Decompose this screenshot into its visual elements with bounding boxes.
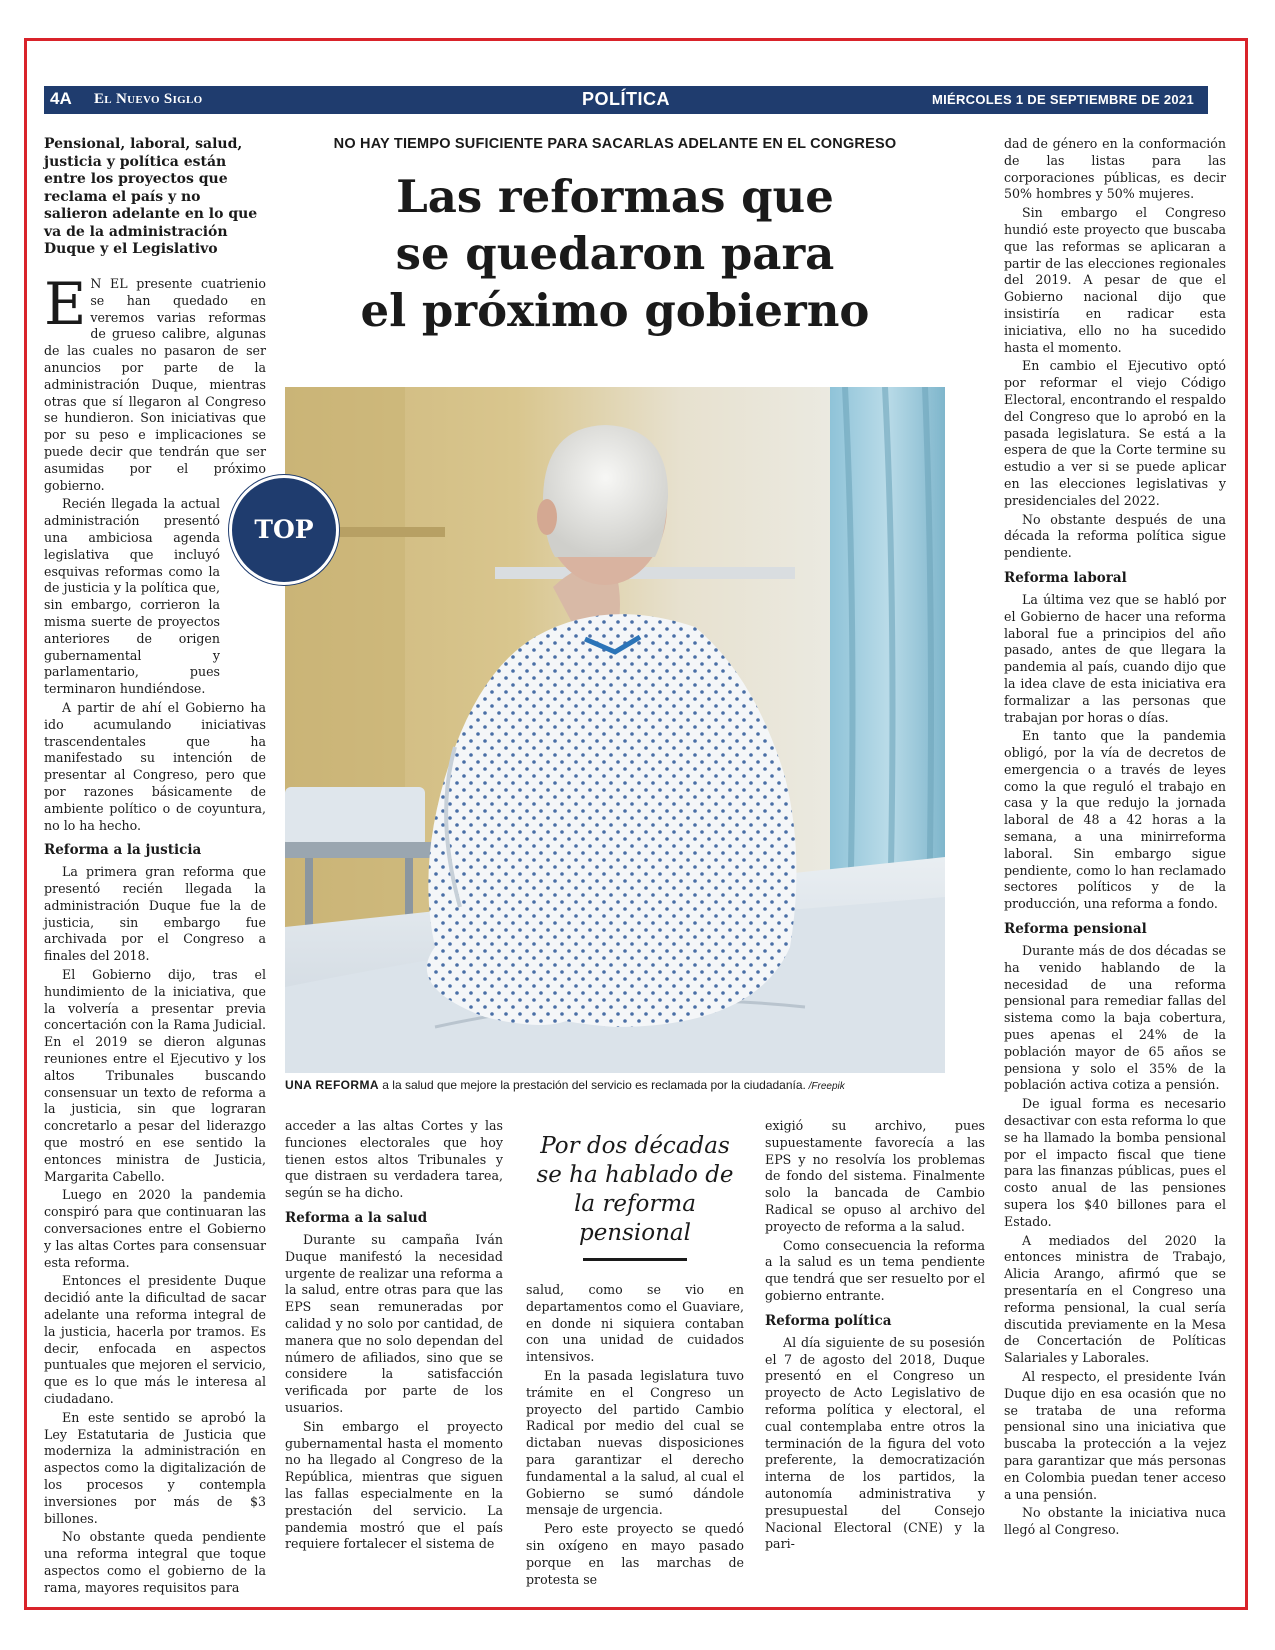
paragraph: dad de género en la conformación de las listas para las corporaciones públicas, es decir 50% hombres y 50% mujeres. (1004, 136, 1226, 202)
paragraph: De igual forma es necesario desactivar con esta reforma lo que se ha llamado la bomba pensional por el impacto fiscal que tiene para las finanzas públicas, pues el costo anual de las pensiones supera los $40 billones para el Estado. (1004, 1096, 1226, 1229)
paragraph: En cambio el Ejecutivo optó por reformar el viejo Código Electoral, encontrando el respaldo del Congreso que lo aprobó en la pasada legislatura. Se está a la espera de que la Corte termine su estudio a ver si se puede aplicar en las elecciones legislativas y presidenciales del 2022. (1004, 358, 1226, 508)
subheading: Reforma a la salud (285, 1209, 428, 1226)
paragraph: Como consecuencia la reforma a la salud es un tema pendiente que tendrá que ser resuelto por el gobierno entrante. (765, 1237, 985, 1303)
issue-date: MIÉRCOLES 1 DE SEPTIEMBRE DE 2021 (931, 92, 1194, 107)
paragraph: salud, como se vio en departamentos como el Guaviare, en donde ni siquiera contaban con una unidad de cuidados intensivos. (526, 1282, 744, 1365)
title-line: Las reformas que (396, 170, 834, 223)
pull-quote-rule (583, 1258, 687, 1261)
paragraph: Sin embargo el proyecto gubernamental hasta el momento no ha llegado al Congreso de la República, mientras que siguen las fallas especialmente en la prestación del servicio. La pandemia mostró que el país requiere fortalecer el sistema de (285, 1418, 503, 1552)
paragraph: En tanto que la pandemia obligó, por la vía de decretos de emergencia o a través de leyes como la que reguló el trabajo en casa y la que redujo la jornada laboral de 48 a 42 horas a la semana, a una minirreforma laboral. Sin embargo sigue pendiente, como lo han reclamado sectores políticos y de la producción, una reforma a fondo. (1004, 728, 1226, 912)
article-column-1 (44, 270, 266, 1599)
article-column-3 (526, 1282, 744, 1590)
paragraph: E N EL presente cuatrienio se han quedado en veremos varias reformas de grueso calibre, algunas de las cuales no pasaron de ser anuncios por parte de la administración Duque, mientras otras que sí llegaron al Congreso se hundieron. Son iniciativas que por su peso e implicaciones se puede decir que tendrán que ser asumidas por el próximo gobierno. (44, 270, 266, 493)
article-column-4 (765, 1118, 985, 1555)
title-line: se quedaron para (395, 227, 835, 280)
pull-quote: Por dos décadas se ha hablado de la reforma pensional (536, 1133, 734, 1246)
section-name: POLÍTICA (582, 89, 670, 109)
paragraph: En la pasada legislatura tuvo trámite en el Congreso un proyecto del partido Cambio Radical por medio del cual se dictaban nuevas disposiciones para garantizar el derecho fundamental a la salud, al cual el Gobierno se sumó dándole mensaje de urgencia. (526, 1367, 744, 1518)
paragraph: No obstante queda pendiente una reforma integral que toque aspectos como el gobierno de la rama, mayores requisitos para (44, 1529, 266, 1595)
paragraph: A partir de ahí el Gobierno ha ido acumulando iniciativas trascendentales que ha manifestado su intención de presentar al Congreso, pero que por razones básicamente de ambiente político o de coyuntura, no lo ha hecho. (44, 699, 266, 833)
page-header (44, 86, 1208, 114)
paragraph: acceder a las altas Cortes y las funciones electorales que hoy tienen estos altos Tribunales y que distraen su verdadera tarea, según se ha dicho. (285, 1118, 503, 1201)
paragraph: Sin embargo el Congreso hundió este proyecto que buscaba que las reformas se aplicaran a partir de las elecciones regionales del 2019. A pesar de que el Gobierno nacional dijo que insistiría en radicar esta iniciativa, ello no ha sucedido hasta el momento. (1004, 205, 1226, 355)
photo-illustration (285, 387, 945, 1073)
caption-text: a la salud que mejore la prestación del servicio es reclamada por la ciudadanía. (378, 1078, 806, 1092)
subheading: Reforma laboral (1004, 569, 1127, 586)
photo-caption (285, 1078, 945, 1092)
article-title (290, 168, 940, 339)
article-photo (285, 387, 945, 1073)
newspaper-name: El Nuevo Siglo (94, 91, 203, 107)
subheading: Reforma a la justicia (44, 842, 202, 859)
caption-lead: UNA REFORMA (285, 1078, 379, 1092)
article-lead: Pensional, laboral, salud, justicia y política están entre los proyectos que reclama el país y no salieron adelante en lo que va de la administración Duque y el Legislativo (44, 136, 258, 257)
paragraph: A mediados del 2020 la entonces ministra de Trabajo, Alicia Arango, afirmó que se presentaría en el Congreso una reforma pensional, la cual sería discutida previamente en la Mesa de Concertación de Políticas Salariales y Laborales. (1004, 1232, 1226, 1366)
drop-cap: E (44, 270, 87, 338)
top-badge: TOP (229, 475, 339, 585)
paragraph: El Gobierno dijo, tras el hundimiento de la iniciativa, que la volvería a presentar previa concertación con la Rama Judicial. En el 2019 se dieron algunas reuniones entre el Ejecutivo y los altos Tribunales buscando consensuar un texto de reforma a la justicia, sin que lograran concretarlo a pesar del liderazgo que mostró en ese sentido la entonces ministra de Justicia, Margarita Cabello. (44, 967, 266, 1184)
paragraph: No obstante la iniciativa nuca llegó al Congreso. (1004, 1505, 1226, 1538)
paragraph: Al respecto, el presidente Iván Duque dijo en esa ocasión que no se trataba de una reforma pensional sino una iniciativa que buscaba la protección a la vejez para garantizar que más personas en Colombia puedan tener acceso a una pensión. (1004, 1368, 1226, 1502)
paragraph: exigió su archivo, pues supuestamente favorecía a las EPS y no resolvía los problemas de fondo del sistema. Finalmente solo la bancada de Cambio Radical se opuso al archivo del proyecto de reforma a la salud. (765, 1118, 985, 1234)
paragraph: Luego en 2020 la pandemia conspiró para que continuaran las conversaciones entre el Gobierno y las altas Cortes para consensuar esta reforma. (44, 1187, 266, 1270)
paragraph: La primera gran reforma que presentó recién llegada la administración Duque fue la de justicia, sin embargo fue archivada por el Congreso a finales del 2018. (44, 864, 266, 964)
paragraph: La última vez que se habló por el Gobierno de hacer una reforma laboral fue a principios del año pasado, antes de que llegara la pandemia al país, cuando dijo que la idea clave de esta iniciativa era formalizar a las personas que trabajan por horas o días. (1004, 591, 1226, 725)
page-number: 4A (50, 89, 72, 108)
caption-credit: /Freepik (805, 1081, 845, 1092)
paragraph: Recién llegada la actual administración presentó una ambiciosa agenda legislativa que incluyó esquivas reformas como la de justicia y la política que, sin embargo, corrieron la misma suerte de proyectos anteriores de origen gubernamental y parlamentario, pues terminaron hundiéndose. (44, 496, 220, 697)
article-kicker: NO HAY TIEMPO SUFICIENTE PARA SACARLAS ADELANTE EN EL CONGRESO (333, 136, 897, 152)
paragraph: Pero este proyecto se quedó sin oxígeno en mayo pasado porque en las marchas de protesta se (526, 1521, 744, 1587)
article-column-5 (1004, 136, 1226, 1541)
paragraph: Al día siguiente de su posesión el 7 de agosto del 2018, Duque presentó en el Congreso un proyecto de Acto Legislativo de reforma política y electoral, el cual contemplaba entre otros la terminación de la figura del voto preferente, la democratización interna de los partidos, la autonomía administrativa y presupuestal del Consejo Nacional Electoral (CNE) y la pari- (765, 1334, 985, 1552)
paragraph: En este sentido se aprobó la Ley Estatutaria de Justicia que moderniza la administración en aspectos como la digitalización de los procesos y contempla inversiones por más de $3 billones. (44, 1409, 266, 1526)
paragraph: Entonces el presidente Duque decidió ante la dificultad de sacar adelante una reforma integral de la justicia, hacerla por tramos. Es decir, enfocada en aspectos puntuales que mejoren el servicio, que es lo que más le interesa al ciudadano. (44, 1273, 266, 1406)
article-column-2 (285, 1118, 503, 1555)
paragraph: Durante su campaña Iván Duque manifestó la necesidad urgente de realizar una reforma a la salud, entre otras para que las EPS sean remuneradas por calidad y no solo por cantidad, de manera que no solo dependan del número de afiliados, sino que se considere la satisfacción verificada por parte de los usuarios. (285, 1231, 503, 1415)
subheading: Reforma política (765, 1312, 892, 1329)
paragraph: Durante más de dos décadas se ha venido hablando de la necesidad de una reforma pensional para remediar fallas del sistema como la baja cobertura, pues apenas el 24% de la población mayor de 65 años se pensiona y solo el 35% de la población activa cotiza a pensión. (1004, 943, 1226, 1093)
paragraph: No obstante después de una década la reforma política sigue pendiente. (1004, 511, 1226, 561)
subheading: Reforma pensional (1004, 921, 1147, 938)
title-line: el próximo gobierno (360, 284, 870, 337)
